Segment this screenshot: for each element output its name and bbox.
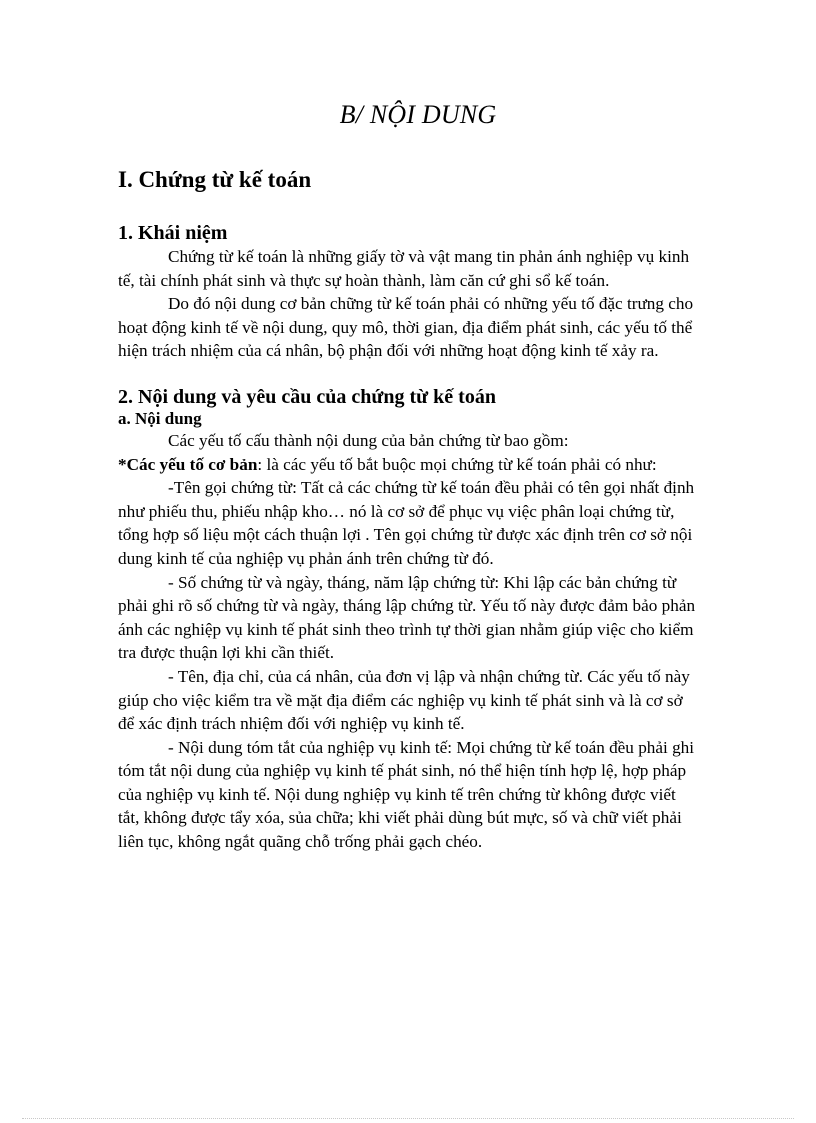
- basic-elements-label: *Các yếu tố cơ bản: [118, 454, 258, 474]
- subsection-heading-noi-dung-yeu-cau: 2. Nội dung và yêu cầu của chứng từ kế toán: [118, 385, 496, 408]
- page-bottom-border: [22, 1118, 794, 1119]
- section-heading-chung-tu: I. Chứng từ kế toán: [118, 167, 312, 192]
- list-item: - Nội dung tóm tắt của nghiệp vụ kinh tế: Mọi chứng từ kế toán đều phải ghi tóm tắt nội dung của nghiệp vụ kinh tế phát sinh, nó thể hiện tính hợp lệ, hợp pháp của nghiệp vụ kinh tế. Nội dung nghiệp vụ kinh tế trên chứng từ không được viết tắt, không được tẩy xóa, sủa chữa; khi viết phải dùng bút mực, số và chữ viết phải liên tục, không ngắt quãng chỗ trống phải gạch chéo.: [118, 737, 695, 852]
- basic-elements-text: : là các yếu tố bắt buộc mọi chứng từ kế toán phải có như:: [257, 454, 657, 474]
- page-content: [118, 100, 698, 854]
- subsubsection-heading-noi-dung: a. Nội dung: [118, 408, 202, 428]
- page-title: B/ NỘI DUNG: [339, 100, 497, 129]
- subsection-heading-khai-niem: 1. Khái niệm: [118, 222, 228, 244]
- paragraph-basic-elements: [118, 453, 698, 477]
- list-item: - Số chứng từ và ngày, tháng, năm lập chứng từ: Khi lập các bản chứng từ phải ghi rõ số chứng từ và ngày, tháng lập chứng từ. Yếu tố này được đảm bảo phản ánh các nghiệp vụ kinh tế phát sinh theo trình tự thời gian nhằm giúp việc cho kiểm tra được thuận lợi khi cần thiết.: [118, 572, 696, 663]
- paragraph: Do đó nội dung cơ bản chững từ kế toán phải có những yếu tố đặc trưng cho hoạt động kinh tế về nội dung, quy mô, thời gian, địa điểm phát sinh, các yếu tố thể hiện trách nhiệm của cá nhân, bộ phận đối với những hoạt động kinh tế xảy ra.: [118, 294, 694, 361]
- paragraph: Các yếu tố cấu thành nội dung của bản chứng từ bao gồm:: [168, 430, 569, 450]
- list-item: - Tên, địa chỉ, của cá nhân, của đơn vị lập và nhận chứng từ. Các yếu tố này giúp cho việc kiểm tra về mặt địa điểm các nghiệp vụ kinh tế phát sinh và là cơ sở để xác định trách nhiệm đối với nghiệp vụ kinh tế.: [118, 666, 690, 734]
- paragraph: Chứng từ kế toán là những giấy tờ và vật mang tin phản ánh nghiệp vụ kinh tế, tài chính phát sinh và thực sự hoàn thành, làm căn cứ ghi sổ kế toán.: [118, 247, 690, 290]
- list-item: -Tên gọi chứng từ: Tất cả các chứng từ kế toán đều phải có tên gọi nhất định như phiếu thu, phiếu nhập kho… nó là cơ sở để phục vụ việc phân loại chứng từ, tổng hợp số liệu một cách thuận lợi . Tên gọi chứng từ được xác định trên cơ sở nội dung kinh tế của nghiệp vụ phản ánh trên chứng từ đó.: [118, 478, 695, 568]
